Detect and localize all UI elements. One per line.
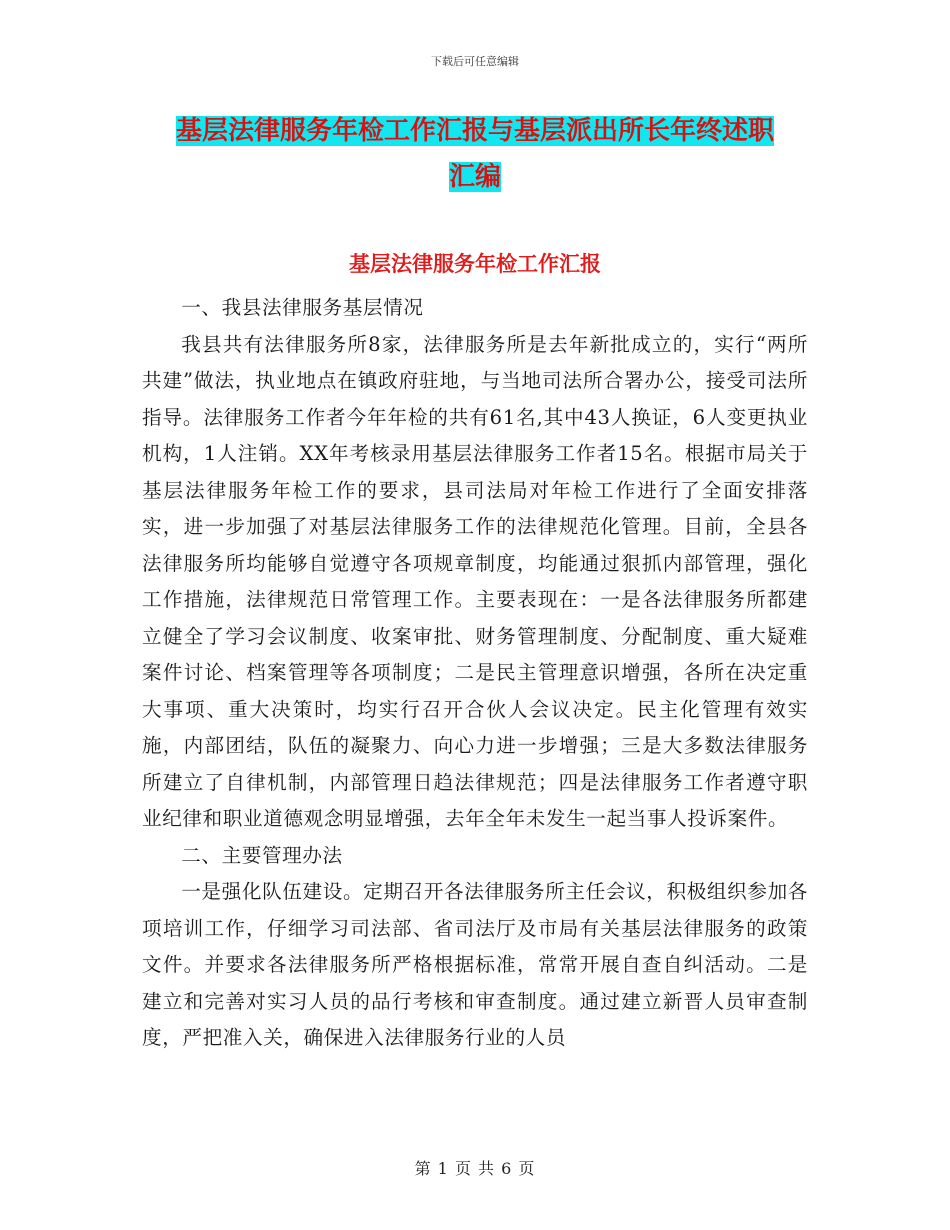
paragraph-heading-1: 一、我县法律服务基层情况: [181, 296, 424, 319]
paragraph-heading-2: 二、主要管理办法: [181, 843, 343, 867]
paragraph: 我县共有法律服务所8家，法律服务所是去年新批成立的，实行“两所共建”做法，执业地点在镇政府驻地，与当地司法所合署办公，接受司法所指导。法律服务工作者今年年检的共有61名,其中43人换证，6人变更执业机构，1人注销。XX年考核录用基层法律服务工作者15名。根据市局关于基层法律服务年检工作的要求，县司法局对年检工作进行了全面安排落实，进一步加强了对基层法律服务工作的法律规范化管理。目前，全县各法律服务所均能够自觉遵守各项规章制度，均能通过狠抓内部管理，强化工作措施，法律规范日常管理工作。主要表现在：一是各法律服务所都建立健全了学习会议制度、收案审批、财务管理制度、分配制度、重大疑难案件讨论、档案管理等各项制度；二是民主管理意识增强，各所在决定重大事项、重大决策时，均实行召开合伙人会议决定。民主化管理有效实施，内部团结，队伍的凝聚力、向心力进一步增强；三是大多数法律服务所建立了自律机制，内部管理日趋法律规范；四是法律服务工作者遵守职业纪律和职业道德观念明显增强，去年全年未发生一起当事人投诉案件。: [142, 332, 808, 830]
header-note: 下载后可任意编辑: [431, 55, 519, 68]
page-footer: 第 1 页 共 6 页: [414, 1159, 536, 1178]
paragraph: 一是强化队伍建设。定期召开各法律服务所主任会议，积极组织参加各项培训工作，仔细学习司法部、省司法厅及市局有关基层法律服务的政策文件。并要求各法律服务所严格根据标准，常常开展自查自纠活动。二是建立和完善对实习人员的品行考核和审查制度。通过建立新晋人员审查制度，严把准入关，确保进入法律服务行业的人员: [142, 880, 808, 1049]
document-title: [140, 108, 810, 200]
document-body: [142, 290, 808, 1057]
document-title-line1: 基层法律服务年检工作汇报与基层派出所长年终述职: [175, 116, 774, 146]
section-title: 基层法律服务年检工作汇报: [349, 252, 601, 276]
document-title-line2: 汇编: [448, 162, 501, 192]
